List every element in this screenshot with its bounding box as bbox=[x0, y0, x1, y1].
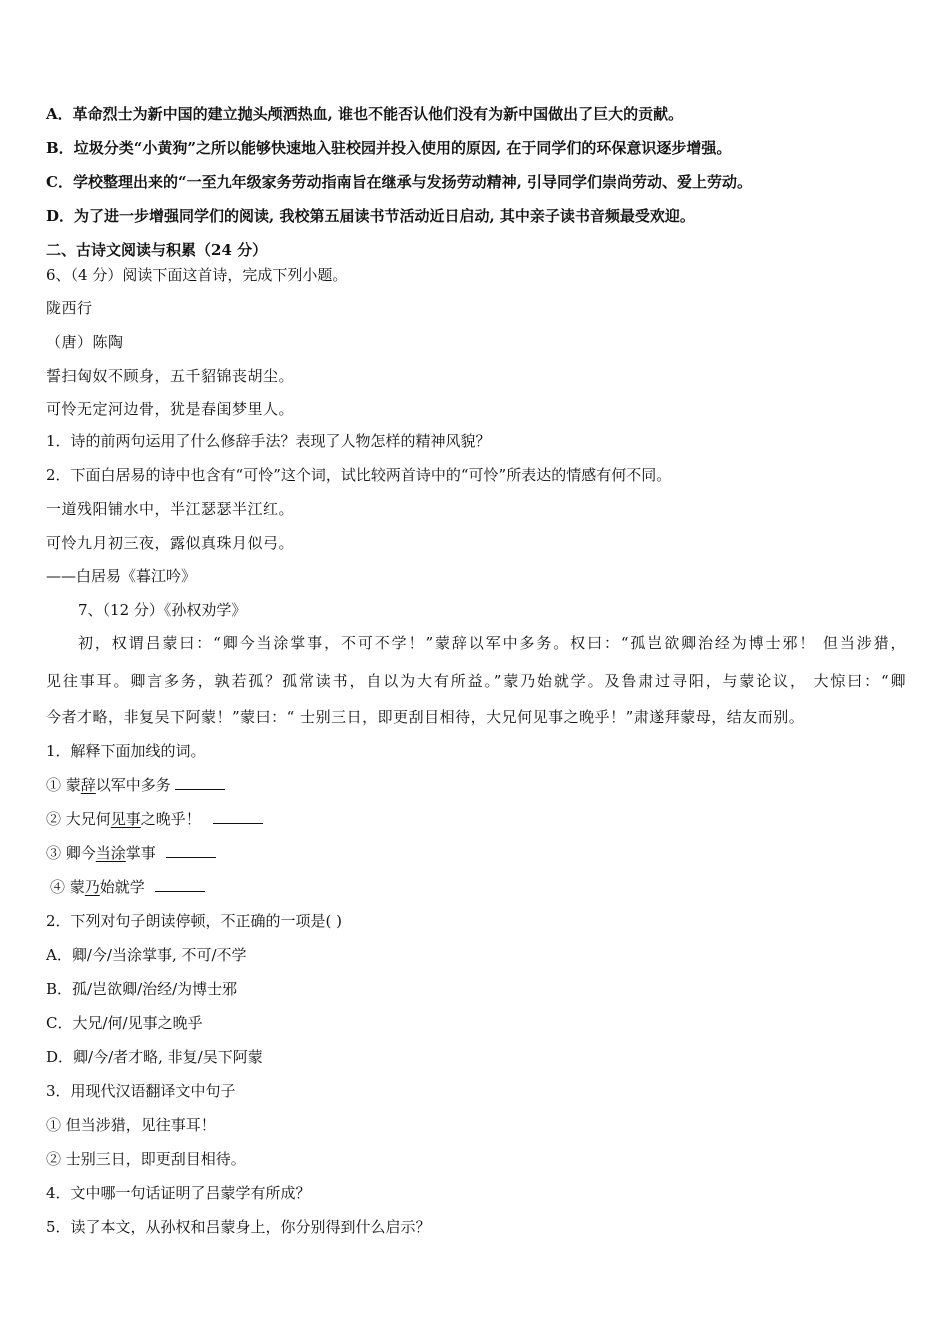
option-b: B．垃圾分类“小黄狗”之所以能够快速地入驻校园并投入使用的原因, 在于同学们的环保意识逐步增强。 bbox=[46, 139, 732, 157]
passage-line: 见往事耳。卿言多务，孰若孤？孤常读书，自以为大有所益。”蒙乃始就学。及鲁肃过寻阳，与蒙论议， 大惊曰：“卿 bbox=[46, 672, 906, 690]
choice-a: A．卿/今/当涂掌事, 不可/不学 bbox=[46, 946, 247, 964]
underlined-word: 辞 bbox=[80, 776, 96, 794]
poem-title: 陇西行 bbox=[46, 299, 93, 317]
option-d: D．为了进一步增强同学们的阅读, 我校第五届读书节活动近日启动, 其中亲子读书音频最受欢迎。 bbox=[46, 207, 695, 225]
underlined-word: 乃 bbox=[84, 878, 100, 896]
word-item: ④ 蒙乃始就学 bbox=[50, 877, 205, 897]
q7-subquestion-4: 4．文中哪一句话证明了吕蒙学有所成？ bbox=[46, 1184, 311, 1202]
choice-d: D．卿/今/者才略, 非复/吴下阿蒙 bbox=[46, 1048, 263, 1066]
option-a: A．革命烈士为新中国的建立抛头颅洒热血, 谁也不能否认他们没有为新中国做出了巨大的贡献。 bbox=[46, 105, 684, 123]
q6-subquestion-2: 2．下面白居易的诗中也含有“可怜”这个词，试比较两首诗中的“可怜”所表达的情感有何不同。 bbox=[46, 466, 672, 484]
q7-subquestion-5: 5．读了本文，从孙权和吕蒙身上，你分别得到什么启示？ bbox=[46, 1218, 431, 1236]
translate-item: ① 但当涉猎，见往事耳！ bbox=[46, 1116, 216, 1134]
passage-line: 今者才略，非复吴下阿蒙！”蒙曰：“ 士别三日，即更刮目相待，大兄何见事之晚乎！”肃遂拜蒙母，结友而别。 bbox=[46, 708, 805, 726]
poem-author: （唐）陈陶 bbox=[46, 333, 124, 351]
q7-subquestion-2: 2．下列对句子朗读停顿，不正确的一项是( ) bbox=[46, 912, 343, 930]
poem2-source: ——白居易《暮江吟》 bbox=[46, 567, 197, 585]
answer-blank[interactable] bbox=[166, 843, 216, 858]
q7-subquestion-3: 3．用现代汉语翻译文中句子 bbox=[46, 1082, 236, 1100]
word-item: ① 蒙辞以军中多务 bbox=[46, 775, 225, 795]
choice-b: B．孤/岂欲卿/治经/为博士邪 bbox=[46, 980, 238, 998]
q7-prompt: 7、（12 分）《孙权劝学》 bbox=[78, 601, 247, 619]
poem2-line: 可怜九月初三夜，露似真珠月似弓。 bbox=[46, 534, 295, 552]
answer-blank[interactable] bbox=[155, 877, 205, 892]
choice-c: C．大兄/何/见事之晚乎 bbox=[46, 1014, 203, 1032]
underlined-word: 当涂 bbox=[95, 844, 126, 862]
section-heading: 二、古诗文阅读与积累（24 分） bbox=[46, 241, 268, 259]
underlined-word: 见事 bbox=[110, 810, 141, 828]
word-item: ③ 卿今当涂掌事 bbox=[46, 843, 216, 863]
answer-blank[interactable] bbox=[175, 775, 225, 790]
q7-subquestion-1: 1．解释下面加线的词。 bbox=[46, 742, 206, 760]
answer-blank[interactable] bbox=[213, 809, 263, 824]
q6-subquestion-1: 1．诗的前两句运用了什么修辞手法？表现了人物怎样的精神风貌？ bbox=[46, 432, 491, 450]
word-item: ② 大兄何见事之晚乎！ bbox=[46, 809, 263, 829]
q6-prompt: 6、（4 分）阅读下面这首诗，完成下列小题。 bbox=[46, 266, 348, 284]
poem-line: 可怜无定河边骨，犹是春闺梦里人。 bbox=[46, 400, 295, 418]
poem-line: 誓扫匈奴不顾身，五千貂锦丧胡尘。 bbox=[46, 367, 295, 385]
poem2-line: 一道残阳铺水中，半江瑟瑟半江红。 bbox=[46, 500, 295, 518]
option-c: C．学校整理出来的“一至九年级家务劳动指南旨在继承与发扬劳动精神, 引导同学们崇尚劳动、爱上劳动。 bbox=[46, 173, 753, 191]
translate-item: ② 士别三日，即更刮目相待。 bbox=[46, 1150, 246, 1168]
passage-line: 初，权谓吕蒙曰：“卿今当涂掌事，不可不学！”蒙辞以军中多务。权曰：“孤岂欲卿治经为博士邪！ 但当涉猎， bbox=[78, 634, 906, 652]
